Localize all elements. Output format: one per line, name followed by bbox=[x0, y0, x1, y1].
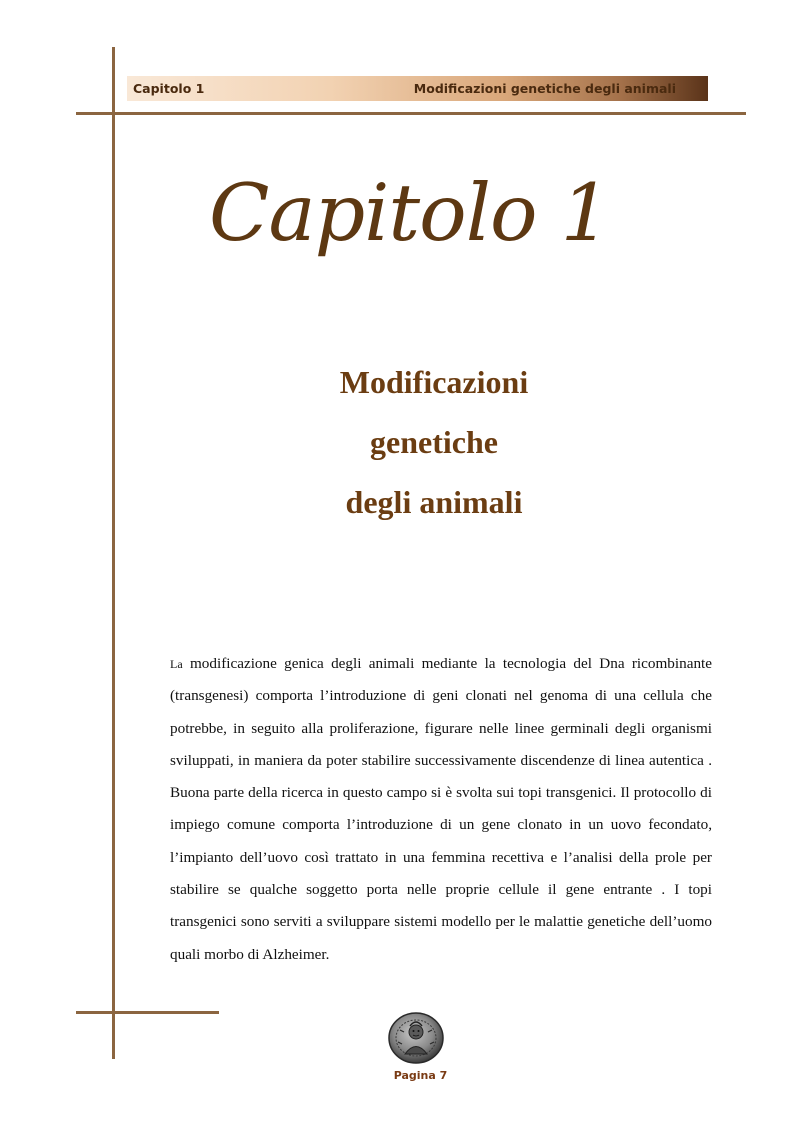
chapter-subtitle-line-3: degli animali bbox=[345, 484, 523, 520]
chapter-subtitle-line-1: Modificazioni bbox=[339, 364, 529, 400]
coin-seal-icon bbox=[388, 1012, 444, 1064]
running-header-chapter: Capitolo 1 bbox=[133, 81, 205, 96]
page-number: Pagina 7 bbox=[393, 1069, 448, 1082]
chapter-subtitle-line-2: genetiche bbox=[370, 424, 498, 460]
chapter-heading: Capitolo 1 bbox=[209, 167, 610, 259]
header-rule bbox=[76, 112, 746, 115]
running-header-title: Modificazioni genetiche degli animali bbox=[413, 81, 676, 96]
paragraph-text: modificazione genica degli animali mediante la tecnologia del Dna ricombinante (transgenesi) comporta l’introduzione di geni clonati nel genoma di una cellula che potrebbe, in seguito alla proliferazione, figurare nelle linee germinali degli organismi sviluppati, in maniera da poter stabilire successivamente discendenze di linea autentica . Buona parte della ricerca in questo campo si è svolta sui topi transgenici. Il protocollo di impiego comune comporta l’introduzione di un gene clonato in un uovo fecondato, l’impianto dell’uovo così trattato in una femmina recettiva e l’analisi della prole per stabilire se qualche soggetto porta nelle proprie cellule il gene entrante . I topi transgenici sono serviti a sviluppare sistemi modello per le malattie genetiche dell’uomo quali morbo di Alzheimer. bbox=[170, 655, 713, 963]
footer-rule bbox=[76, 1011, 219, 1014]
body-paragraph bbox=[170, 648, 712, 971]
paragraph-first-word: La bbox=[170, 657, 183, 671]
